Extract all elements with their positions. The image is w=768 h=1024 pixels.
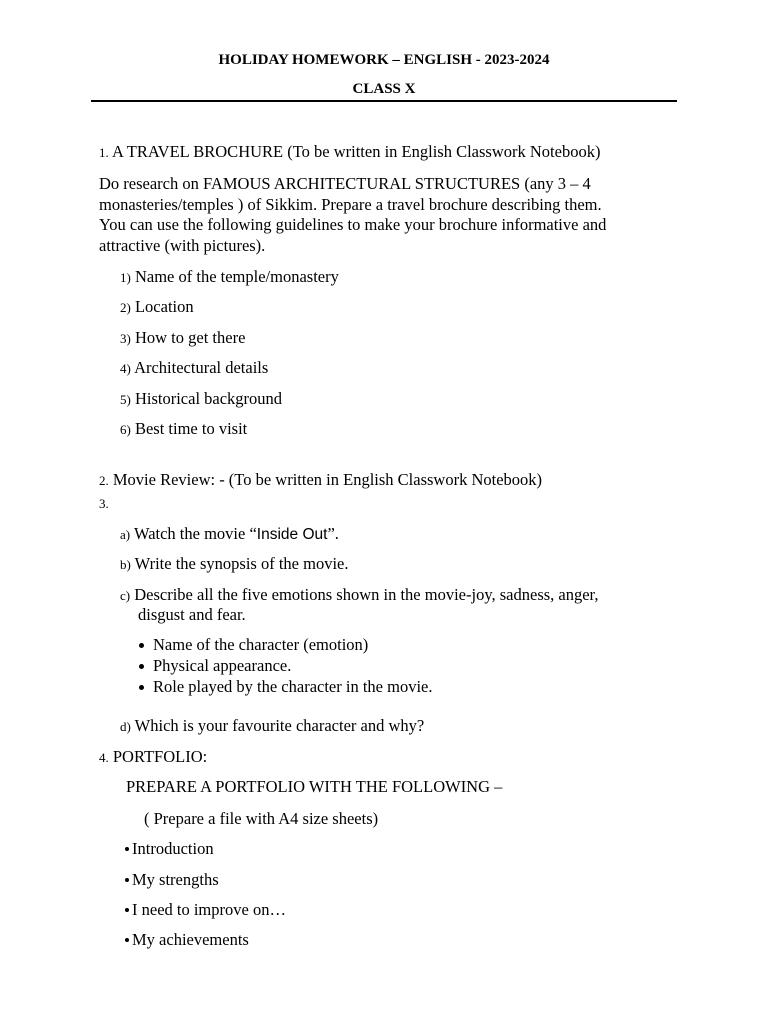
bullet-item	[139, 677, 432, 697]
list-item-number: 5)	[120, 392, 131, 407]
list-item	[120, 419, 247, 440]
bullet-item	[139, 635, 368, 655]
list-item-number: 4)	[120, 361, 131, 376]
list-item-number: 3)	[120, 331, 131, 346]
bullet-icon	[125, 938, 129, 942]
section-2-title: Movie Review: - (To be written in English Classwork Notebook)	[112, 470, 543, 489]
bullet-text: Role played by the character in the movie.	[153, 677, 433, 696]
list-item	[120, 716, 424, 737]
class-subtitle: CLASS X	[352, 81, 416, 97]
bullet-icon	[139, 643, 144, 648]
list-item-text: Describe all the five emotions shown in the movie-joy, sadness, anger,	[134, 585, 599, 604]
section-1-heading	[99, 142, 600, 163]
list-item	[120, 328, 245, 349]
list-item-continuation: disgust and fear.	[138, 605, 246, 624]
list-item-number: b)	[120, 557, 131, 572]
list-item-number: 1)	[120, 270, 131, 285]
list-item-text: How to get there	[134, 328, 246, 347]
list-item-text: Historical background	[134, 389, 283, 408]
bullet-icon	[139, 685, 144, 690]
bullet-icon	[125, 847, 129, 851]
list-item	[120, 524, 339, 545]
section-2-heading	[99, 470, 542, 491]
list-item-text-end: ”.	[327, 524, 339, 543]
list-item-text: Watch the movie “	[133, 524, 257, 543]
section-4-title: PORTFOLIO:	[112, 747, 208, 766]
bullet-text: Name of the character (emotion)	[153, 635, 369, 654]
list-item-number: d)	[120, 719, 131, 734]
bullet-icon	[125, 878, 129, 882]
list-item-text: Write the synopsis of the movie.	[134, 554, 349, 573]
list-item	[120, 389, 282, 410]
bullet-icon	[125, 908, 129, 912]
bullet-item	[125, 900, 286, 920]
list-item	[120, 554, 348, 575]
bullet-item	[125, 839, 214, 859]
section-1-number: 1.	[99, 145, 109, 160]
list-item-text: Location	[134, 297, 194, 316]
list-item-number: 2)	[120, 300, 131, 315]
section-1-paragraph-line-3: You can use the following guidelines to make your brochure informative and	[99, 215, 607, 234]
bullet-text: I need to improve on…	[132, 900, 286, 919]
section-1-paragraph-line-1: Do research on FAMOUS ARCHITECTURAL STRUCTURES (any 3 – 4	[99, 174, 591, 193]
list-item	[120, 267, 339, 288]
section-1-title: A TRAVEL BROCHURE (To be written in English Classwork Notebook)	[111, 142, 601, 161]
movie-title: Inside Out	[256, 526, 328, 543]
list-item-number: c)	[120, 588, 131, 603]
list-item-number: a)	[120, 527, 131, 542]
list-item	[120, 297, 194, 318]
bullet-item	[125, 870, 219, 890]
bullet-item	[125, 930, 249, 950]
section-4-heading	[99, 747, 207, 768]
bullet-text: Physical appearance.	[153, 656, 292, 675]
portfolio-instruction: PREPARE A PORTFOLIO WITH THE FOLLOWING –	[126, 777, 503, 796]
list-item-text: Architectural details	[134, 358, 269, 377]
list-item	[120, 358, 268, 379]
bullet-text: Introduction	[132, 839, 214, 858]
list-item-text: Which is your favourite character and why?	[134, 716, 425, 735]
list-item	[120, 585, 599, 606]
page-title: HOLIDAY HOMEWORK – ENGLISH - 2023-2024	[218, 52, 550, 68]
list-item-text: Name of the temple/monastery	[134, 267, 339, 286]
section-1-paragraph-line-4: attractive (with pictures).	[99, 236, 266, 255]
header-divider	[91, 100, 677, 102]
list-item-number: 6)	[120, 422, 131, 437]
bullet-item	[139, 656, 291, 676]
list-item-text: Best time to visit	[134, 419, 248, 438]
bullet-text: My strengths	[132, 870, 219, 889]
bullet-text: My achievements	[132, 930, 249, 949]
section-1-paragraph-line-2: monasteries/temples ) of Sikkim. Prepare a travel brochure describing them.	[99, 195, 602, 214]
section-2-number: 2.	[99, 473, 109, 488]
portfolio-note: ( Prepare a file with A4 size sheets)	[144, 809, 379, 828]
bullet-icon	[139, 664, 144, 669]
section-3-number: 3.	[99, 496, 109, 511]
section-4-number: 4.	[99, 750, 109, 765]
